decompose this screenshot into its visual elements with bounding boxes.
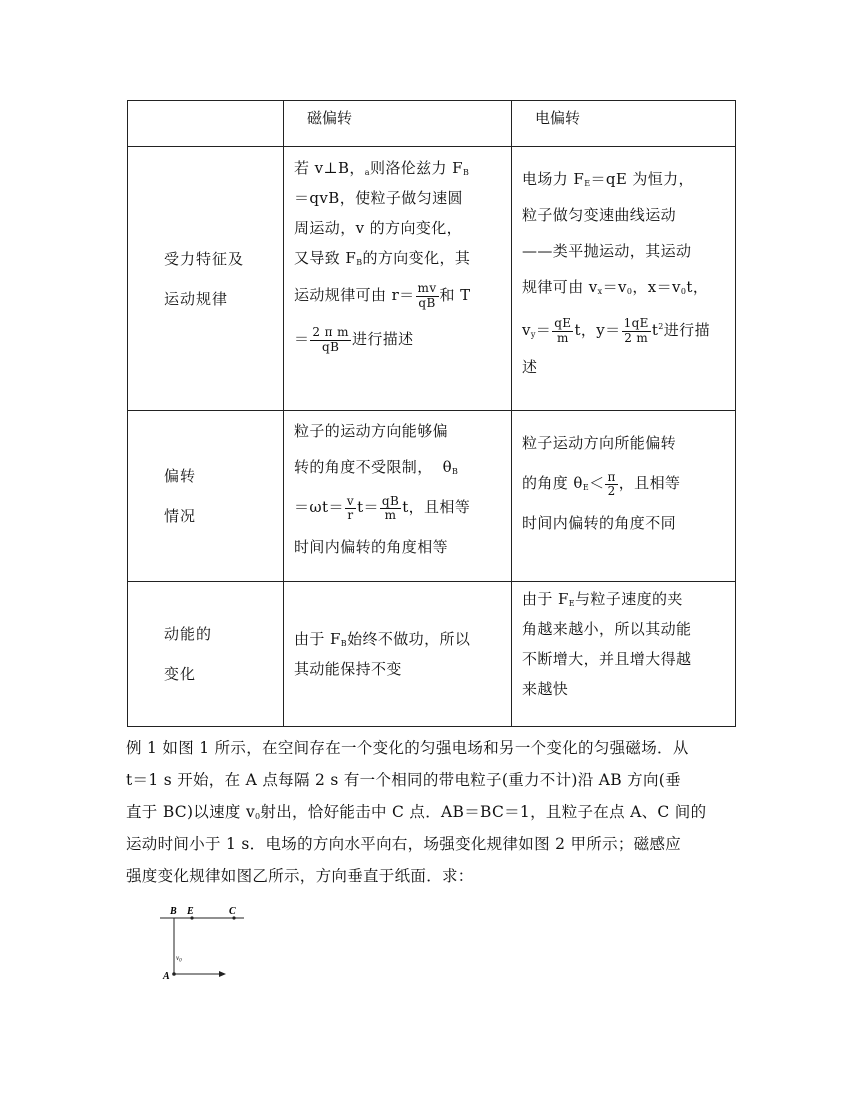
paragraph-line: 运动时间小于 1 s．电场的方向水平向右，场强变化规律如图 2 甲所示；磁感应 <box>126 835 682 853</box>
text-line: 由于 $F_B$始终不做功，所以 <box>294 629 471 648</box>
row-label-line: 运动规律 <box>164 289 229 308</box>
magnetic-force-cell <box>284 147 512 411</box>
magnetic-deflection-cell <box>284 411 512 581</box>
fraction: $\frac{1qE}{2 m}$ <box>623 316 649 345</box>
paragraph-line: t＝1 s 开始，在 A 点每隔 2 s 有一个相同的带电粒子(重力不计)沿 AB 方向(垂 <box>126 771 681 789</box>
label-c: C <box>229 906 236 917</box>
formula-line: 运动规律可由 r＝ $\frac{mv}{qB}$ 和 T <box>294 281 471 310</box>
fraction: $\frac{\text{2 π m}}{qB}$ <box>312 325 349 354</box>
electric-deflection-cell <box>512 411 736 581</box>
label-a: A <box>163 971 170 982</box>
formula-line: ＝ωt＝ $\frac{v}{r}$ t＝ $\frac{qB}{m}$ t，且相等 <box>294 493 471 522</box>
header-cell-magnetic: 磁偏转 <box>284 101 512 147</box>
row-label-line: 动能的 <box>164 624 213 643</box>
text-line: 时间内偏转的角度不同 <box>522 514 677 533</box>
fraction: $\frac{\pi}{2}$ <box>607 469 616 498</box>
row-label-line: 变化 <box>164 664 197 683</box>
row-label-kinetic-energy <box>128 581 284 726</box>
paragraph-line: 强度变化规律如图乙所示，方向垂直于纸面．求： <box>126 867 474 885</box>
fraction: $\frac{qE}{m}$ <box>554 316 572 345</box>
header-cell-electric: 电偏转 <box>512 101 736 147</box>
row-label-line: 情况 <box>164 507 197 526</box>
text-line: 述 <box>522 358 538 377</box>
text-line: 来越快 <box>522 679 569 698</box>
table-header-row <box>128 101 736 147</box>
paragraph-line: 直于 BC)以速度 $v_0$射出，恰好能击中 C 点．AB＝BC＝1，且粒子在点 A、C 间的 <box>126 803 707 821</box>
text-line: 周运动，v 的方向变化， <box>294 219 463 238</box>
magnetic-ke-cell <box>284 581 512 726</box>
row-label-force <box>128 147 284 411</box>
table-row <box>128 411 736 581</box>
formula-line: ＝ $\frac{\text{2 π m}}{qB}$ 进行描述 <box>294 325 414 354</box>
fraction: $\frac{mv}{qB}$ <box>417 281 437 310</box>
text-line: 粒子做匀变速曲线运动 <box>522 206 677 225</box>
text-line: 规律可由 $v_x=v_0$，$x=v_0t$， <box>522 278 709 297</box>
row-label-line: 偏转 <box>164 467 197 486</box>
fraction: $\frac{v}{r}$ <box>346 493 355 522</box>
comparison-table <box>127 100 736 727</box>
text-line: 转的角度不受限制， $\theta_B$ <box>294 458 459 477</box>
text-line: 粒子的运动方向能够偏 <box>294 422 449 441</box>
header-cell-empty <box>128 101 284 147</box>
text-line: 时间内偏转的角度相等 <box>294 538 449 557</box>
formula-line: $v_y=$ $\frac{qE}{m}$ t，y＝ $\frac{1qE}{2 m}$ $t^2$进行描 <box>522 316 710 345</box>
fraction: $\frac{qB}{m}$ <box>381 493 400 522</box>
table-row <box>128 581 736 726</box>
text-line: 由于 $F_E$与粒子速度的夹 <box>522 589 683 608</box>
label-v0: $v_0$ <box>176 954 182 964</box>
electric-force-cell <box>512 147 736 411</box>
label-e: E <box>187 906 194 917</box>
text-line: 粒子运动方向所能偏转 <box>522 434 677 453</box>
paragraph-line: 例 1 如图 1 所示，在空间存在一个变化的匀强电场和另一个变化的匀强磁场．从 <box>126 739 689 757</box>
arrowhead-right-icon <box>219 971 226 977</box>
table-row <box>128 147 736 411</box>
figure-1-diagram <box>150 900 260 990</box>
label-b: B <box>170 906 177 917</box>
text-line: ——类平抛运动，其运动 <box>522 242 692 261</box>
text-line: 其动能保持不变 <box>294 659 402 678</box>
text-line: 电场力 $F_E=qE$ 为恒力， <box>522 170 694 189</box>
text-line: 又导致 $F_B$的方向变化，其 <box>294 249 471 268</box>
text-line: ＝qvB，使粒子做匀速圆 <box>294 189 463 208</box>
electric-ke-cell <box>512 581 736 726</box>
row-label-line: 受力特征及 <box>164 249 245 268</box>
text-line: 不断增大，并且增大得越 <box>522 649 692 668</box>
row-label-deflection <box>128 411 284 581</box>
formula-line: 的角度 $\theta_E<$ $\frac{\pi}{2}$ ，且相等 <box>522 469 681 498</box>
text-line: 角越来越小，所以其动能 <box>522 619 692 638</box>
point-a-dot <box>172 972 176 976</box>
text-line: 若 v⊥B，$_a$则洛伦兹力 $F_B$ <box>294 159 470 178</box>
